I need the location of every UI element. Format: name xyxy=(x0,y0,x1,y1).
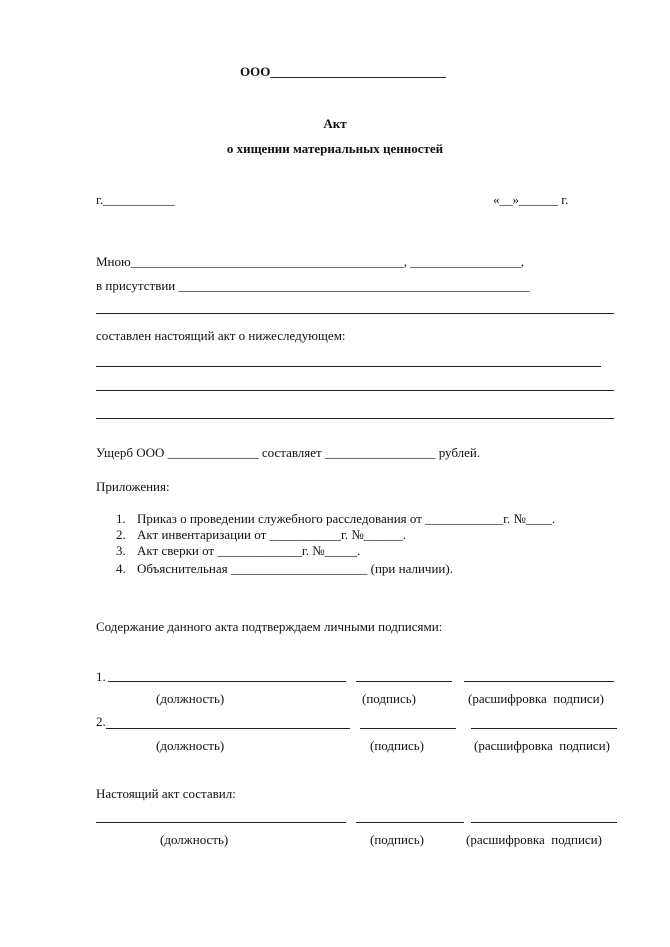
in-presence-line: в присутствии ______________________________________________________ xyxy=(96,278,530,293)
position-line xyxy=(108,681,346,682)
document-title: Акт xyxy=(323,116,347,131)
city-field: г.___________ xyxy=(96,192,175,207)
attachment-item: Объяснительная _____________________ (при наличии). xyxy=(137,561,453,576)
signature-caption: (подпись) xyxy=(370,738,424,753)
by-me-line: Мною__________________________________________, _________________, xyxy=(96,254,524,269)
attachment-item: Приказ о проведении служебного расследования от ____________г. №____. xyxy=(137,511,556,526)
position-caption: (должность) xyxy=(156,691,225,706)
date-field: «__»______ г. xyxy=(493,192,569,207)
signature-line xyxy=(360,728,456,729)
attachment-item: Акт сверки от _____________г. №_____. xyxy=(137,543,361,558)
position-caption: (должность) xyxy=(156,738,225,753)
signature-row-number: 1. xyxy=(96,669,106,684)
attachment-number: 1. xyxy=(116,511,126,526)
attachment-number: 3. xyxy=(116,543,126,558)
signature-row-number: 2. xyxy=(96,714,106,729)
blank-line xyxy=(96,366,601,367)
decoding-caption: (расшифровка подписи) xyxy=(474,738,610,753)
attachments-heading: Приложения: xyxy=(96,479,170,494)
compiled-statement: составлен настоящий акт о нижеследующем: xyxy=(96,328,346,343)
attachment-item: Акт инвентаризации от ___________г. №______. xyxy=(137,527,407,542)
decoding-line xyxy=(471,728,617,729)
decoding-line xyxy=(464,681,614,682)
signature-line xyxy=(356,681,452,682)
signature-line xyxy=(356,822,464,823)
confirmation-statement: Содержание данного акта подтверждаем личными подписями: xyxy=(96,619,443,634)
blank-line xyxy=(96,313,614,314)
position-caption: (должность) xyxy=(160,832,229,847)
signature-caption: (подпись) xyxy=(362,691,416,706)
composer-heading: Настоящий акт составил: xyxy=(96,786,236,801)
attachment-number: 4. xyxy=(116,561,126,576)
blank-line xyxy=(96,418,614,419)
damage-line: Ущерб ООО ______________ составляет _________________ рублей. xyxy=(96,445,481,460)
blank-line xyxy=(96,390,614,391)
signature-caption: (подпись) xyxy=(370,832,424,847)
document-subtitle: о хищении материальных ценностей xyxy=(226,141,444,156)
decoding-caption: (расшифровка подписи) xyxy=(466,832,602,847)
organization-header: ООО___________________________ xyxy=(240,64,446,79)
position-line xyxy=(96,822,346,823)
attachment-number: 2. xyxy=(116,527,126,542)
position-line xyxy=(106,728,350,729)
decoding-caption: (расшифровка подписи) xyxy=(468,691,604,706)
decoding-line xyxy=(471,822,617,823)
